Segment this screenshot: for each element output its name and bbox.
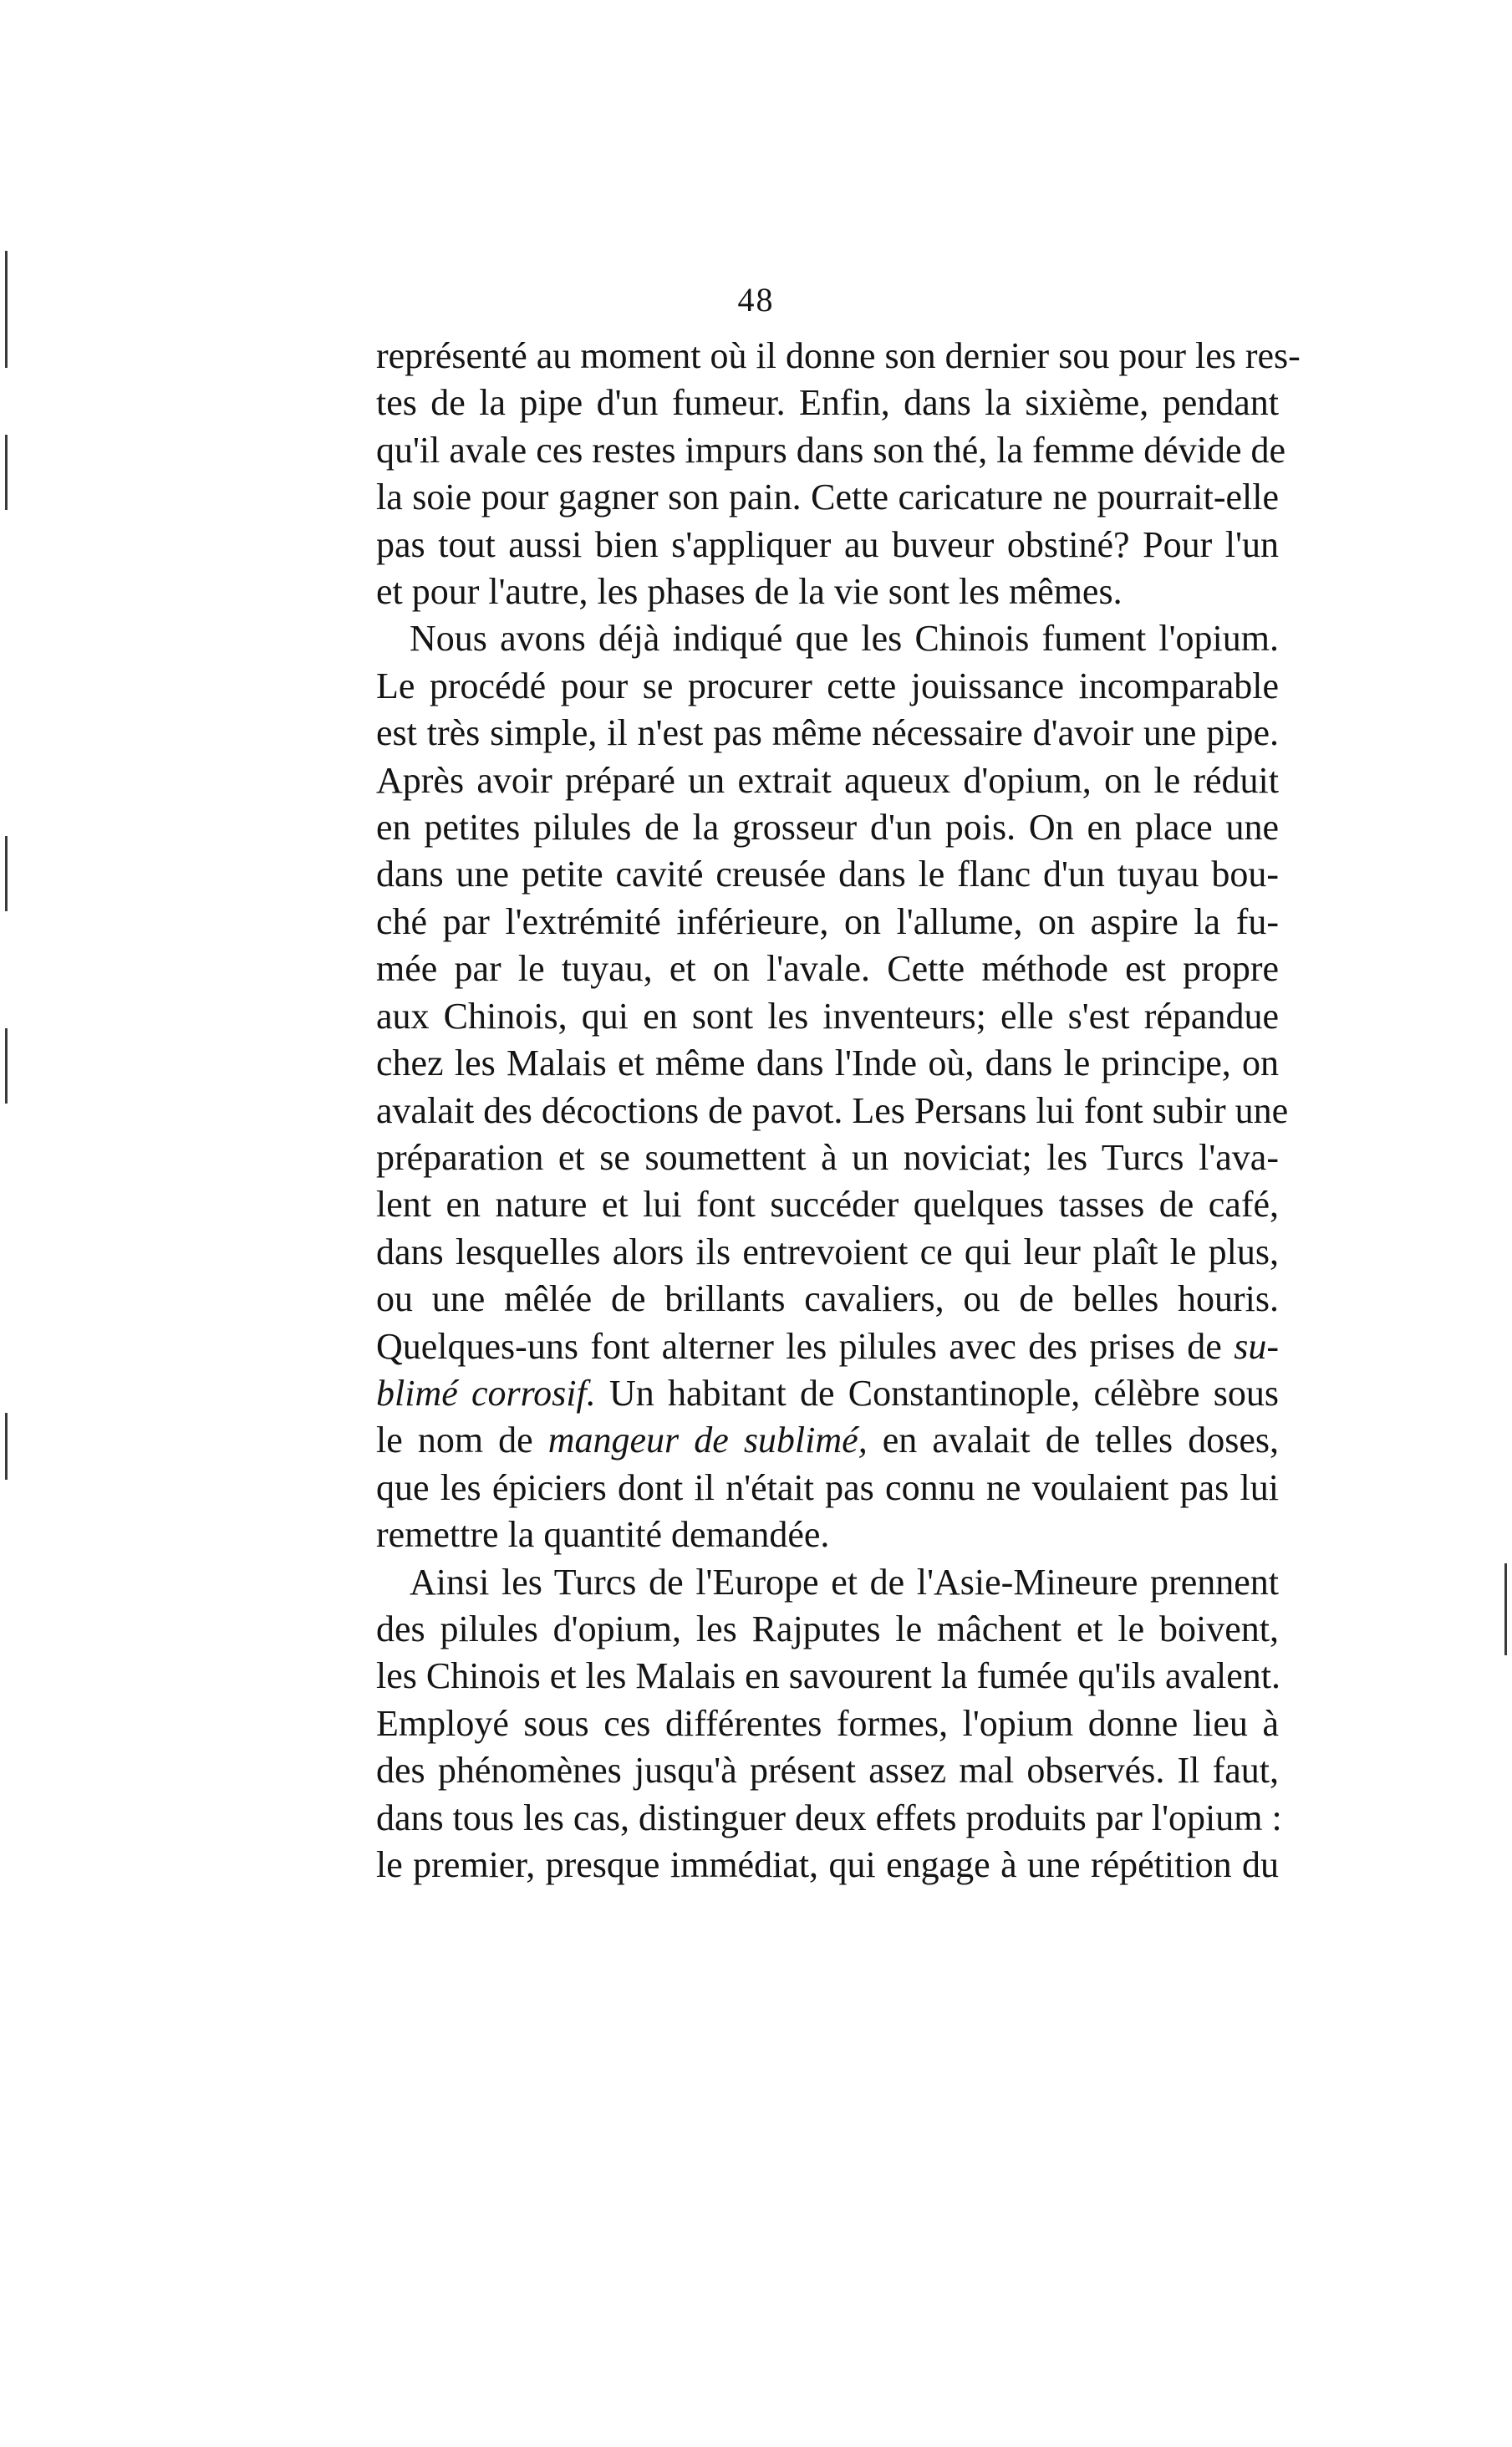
text-line: ché par l'extrémité inférieure, on l'allume, on aspire la fu- [376, 900, 1279, 942]
text-line: les Chinois et les Malais en savourent la fumée qu'ils avalent. [376, 1655, 1280, 1697]
scan-artifact-mark [5, 1413, 8, 1480]
text-line: Après avoir préparé un extrait aqueux d'opium, on le réduit [376, 759, 1279, 801]
text-line: Quelques-uns font alterner les pilules avec des prises de su- [376, 1325, 1279, 1367]
text-line: chez les Malais et même dans l'Inde où, dans le principe, on [376, 1043, 1279, 1084]
text-line: Employé sous ces différentes formes, l'opium donne lieu à [376, 1702, 1279, 1744]
paragraph-start-line: Ainsi les Turcs de l'Europe et de l'Asie-Mineure prennent [410, 1561, 1279, 1603]
text-line: lent en nature et lui font succéder quelques tasses de café, [376, 1184, 1279, 1226]
text-line: mée par le tuyau, et on l'avale. Cette méthode est propre [376, 948, 1279, 990]
text-line: avalait des décoctions de pavot. Les Persans lui font subir une [376, 1089, 1289, 1131]
text-line: la soie pour gagner son pain. Cette caricature ne pourrait-elle [376, 477, 1279, 518]
text-line: remettre la quantité demandée. [376, 1514, 830, 1556]
scan-artifact-mark [5, 435, 8, 510]
text-line: pas tout aussi bien s'appliquer au buveur obstiné? Pour l'un [376, 523, 1279, 565]
page-number: 48 [737, 281, 775, 319]
text-line: représenté au moment où il donne son dernier sou pour les res- [376, 335, 1301, 376]
text-line: Le procédé pour se procurer cette jouissance incomparable [376, 665, 1279, 706]
body-text [376, 333, 1301, 1889]
text-line: dans une petite cavité creusée dans le flanc d'un tuyau bou- [376, 854, 1279, 895]
text-line: aux Chinois, qui en sont les inventeurs; elle s'est répandue [376, 995, 1279, 1037]
text-line: et pour l'autre, les phases de la vie sont les mêmes. [376, 571, 1123, 613]
text-line: qu'il avale ces restes impurs dans son thé, la femme dévide de [376, 429, 1286, 471]
text-line: le premier, presque immédiat, qui engage à une répétition du [376, 1844, 1279, 1885]
text-line: dans lesquelles alors ils entrevoient ce qui leur plaît le plus, [376, 1231, 1279, 1272]
scan-artifact-mark [1504, 1563, 1507, 1655]
scan-artifact-mark [5, 1028, 8, 1104]
paragraph-start-line: Nous avons déjà indiqué que les Chinois fument l'opium. [410, 618, 1279, 660]
text-line: blimé corrosif. Un habitant de Constantinople, célèbre sous [376, 1372, 1279, 1414]
text-line: préparation et se soumettent à un noviciat; les Turcs l'ava- [376, 1136, 1279, 1178]
text-line: que les épiciers dont il n'était pas connu ne voulaient pas lui [376, 1466, 1279, 1508]
text-line: des phénomènes jusqu'à présent assez mal observés. Il faut, [376, 1750, 1279, 1792]
scan-artifact-mark [5, 836, 8, 911]
text-line: en petites pilules de la grosseur d'un pois. On en place une [376, 807, 1279, 849]
text-line: est très simple, il n'est pas même nécessaire d'avoir une pipe. [376, 712, 1279, 754]
text-line: dans tous les cas, distinguer deux effets produits par l'opium : [376, 1797, 1282, 1838]
text-line: ou une mêlée de brillants cavaliers, ou de belles houris. [376, 1278, 1279, 1320]
text-line: des pilules d'opium, les Rajputes le mâchent et le boivent, [376, 1608, 1279, 1649]
text-line: tes de la pipe d'un fumeur. Enfin, dans la sixième, pendant [376, 382, 1279, 424]
text-line: le nom de mangeur de sublimé, en avalait de telles doses, [376, 1420, 1279, 1461]
